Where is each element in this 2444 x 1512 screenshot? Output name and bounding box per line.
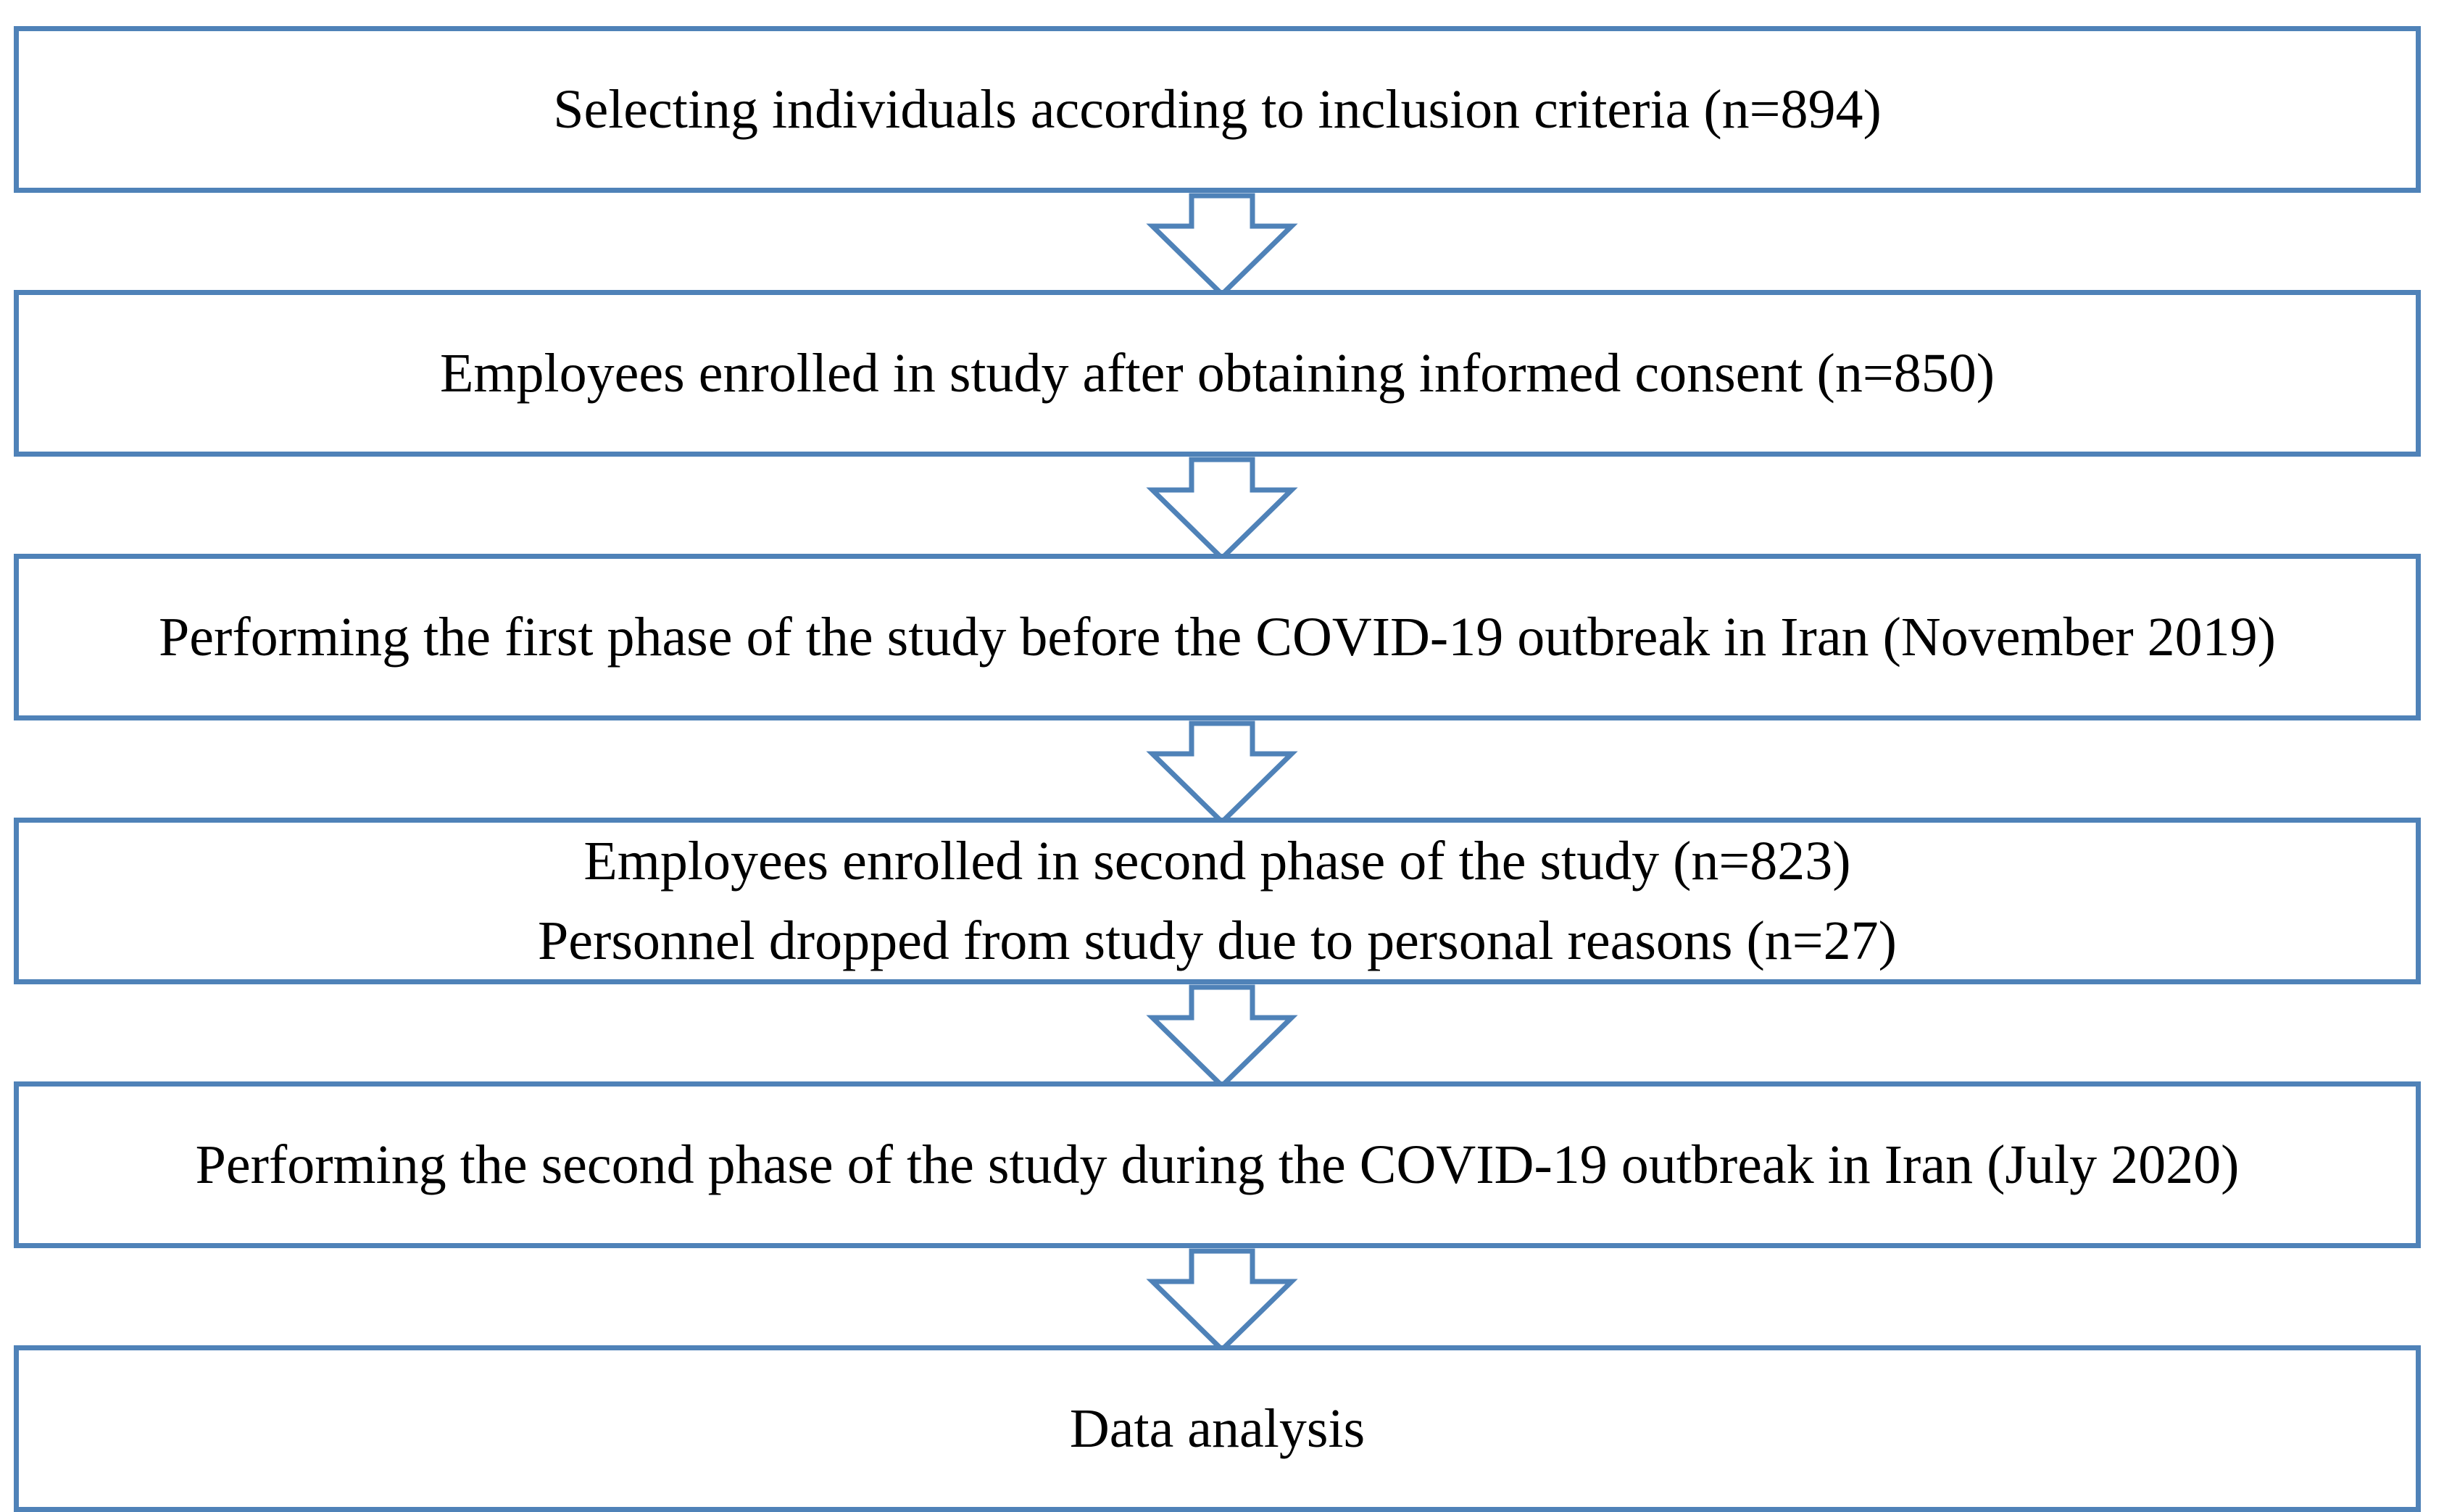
- step-informed-consent-text: Employees enrolled in study after obtaining informed consent (n=850): [440, 342, 1995, 404]
- step-dropped-personnel-text: Personnel dropped from study due to personal reasons (n=27): [538, 910, 1897, 971]
- step-first-phase: [14, 554, 2421, 720]
- down-arrow-icon: [1150, 723, 1294, 825]
- down-arrow-icon: [1150, 987, 1294, 1089]
- step-data-analysis: [14, 1345, 2421, 1512]
- step-second-phase-enrollment: [14, 818, 2421, 984]
- down-arrow-icon: [1150, 196, 1294, 297]
- step-second-phase-text: Performing the second phase of the study during the COVID-19 outbreak in Iran (July 2020): [195, 1134, 2240, 1195]
- down-arrow-icon: [1150, 460, 1294, 561]
- step-inclusion-criteria: [14, 26, 2421, 193]
- step-first-phase-text: Performing the first phase of the study before the COVID-19 outbreak in Iran (November 2019): [159, 606, 2276, 668]
- step-inclusion-criteria-text: Selecting individuals according to inclusion criteria (n=894): [553, 78, 1882, 140]
- step-data-analysis-text: Data analysis: [1069, 1397, 1366, 1459]
- step-second-phase-enrolled-text: Employees enrolled in second phase of the study (n=823): [583, 830, 1851, 892]
- step-informed-consent: [14, 290, 2421, 457]
- down-arrow-icon: [1150, 1251, 1294, 1353]
- step-second-phase: [14, 1081, 2421, 1248]
